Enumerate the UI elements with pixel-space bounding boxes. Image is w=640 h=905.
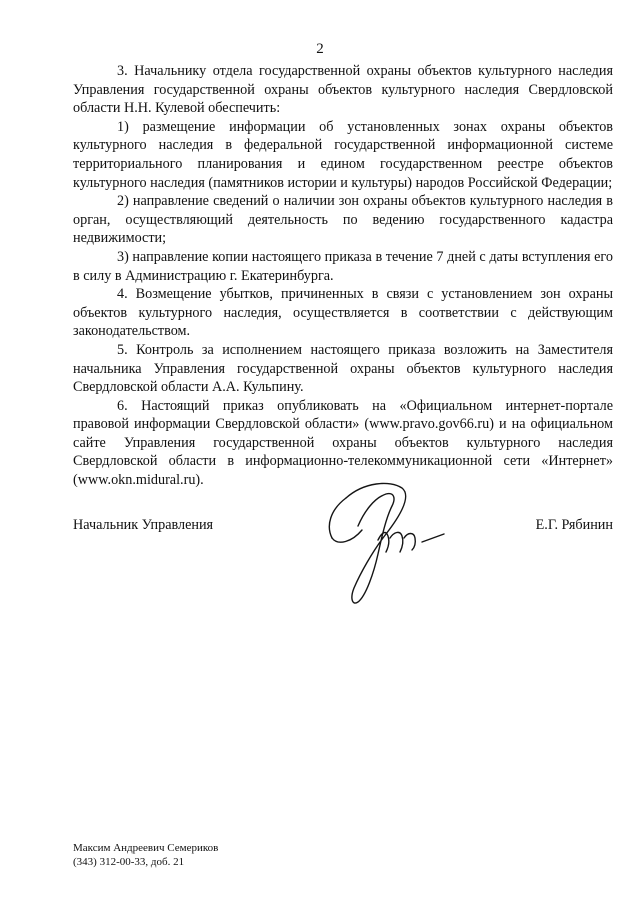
paragraph-3: 3. Начальнику отдела государственной охраны объектов культурного наследия Управления государственной охраны объектов культурного наследия Свердловской области Н.Н. Кулевой обеспечить: — [73, 63, 613, 117]
executor-phone: (343) 312-00-33, доб. 21 — [73, 856, 185, 868]
executor-info — [73, 841, 218, 869]
paragraph-4: 4. Возмещение убытков, причиненных в связи с установлением зон охраны объектов культурного наследия, осуществляется в соответствии с действующим законодательством. — [73, 286, 613, 340]
paragraph-3-3: 3) направление копии настоящего приказа в течение 7 дней с даты вступления его в силу в Администрацию г. Екатеринбурга. — [73, 248, 613, 284]
signatory-name: Е.Г. Рябинин — [535, 517, 613, 533]
document-body — [73, 62, 613, 490]
handwritten-signature — [312, 476, 462, 611]
executor-name: Максим Андреевич Семериков — [73, 842, 219, 854]
signature-block — [73, 516, 613, 536]
paragraph-3-1: 1) размещение информации об установленных зонах охраны объектов культурного наследия в федеральной государственной информационной системе территориального планирования и едином государственном реестре объектов культурного наследия (памятников истории и культуры) народов Российской Федерации; — [73, 118, 613, 191]
paragraph-6: 6. Настоящий приказ опубликовать на «Официальном интернет-портале правовой информации Свердловской области» (www.pravo.gov66.ru) и на официальном сайте Управления государственной охраны объектов культурного наследия Свердловской области в информационно-телекоммуникационной сети «Интернет» (www.okn.midural.ru). — [73, 397, 613, 489]
signatory-title: Начальник Управления — [73, 517, 214, 533]
page-number: 2 — [316, 41, 324, 57]
paragraph-3-2: 2) направление сведений о наличии зон охраны объектов культурного наследия в орган, осуществляющий деятельность по ведению государственного кадастра недвижимости; — [73, 193, 613, 247]
paragraph-5: 5. Контроль за исполнением настоящего приказа возложить на Заместителя начальника Управления государственной охраны объектов культурного наследия Свердловской области А.А. Кульпину. — [73, 341, 613, 396]
